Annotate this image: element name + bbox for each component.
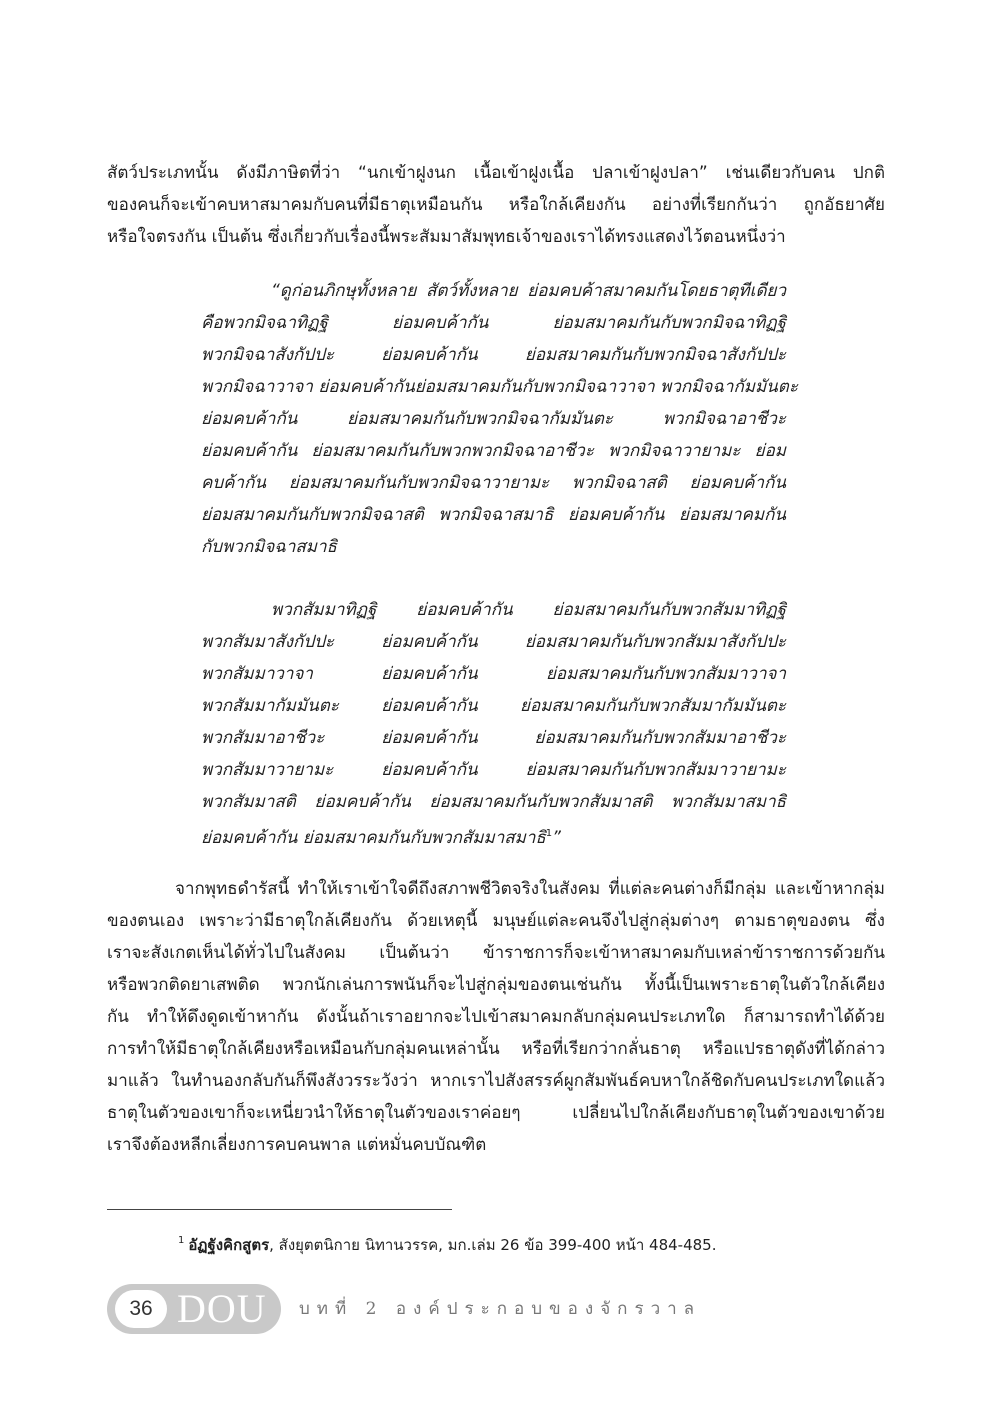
footnote-citation: , สังยุตตนิกาย นิทานวรรค, มก.เล่ม 26 ข้อ 399-400 หน้า 484-485. [269,1236,717,1254]
conclusion-line: กัน ทำให้ดึงดูดเข้าหากัน ดังนั้นถ้าเราอยากจะไปเข้าสมาคมกลับกลุ่มคนประเภทใด ก็สามารถทำได้ด้วย [107,1007,885,1027]
quote-line: พวกสัมมาสติ ย่อมคบค้ากัน ย่อมสมาคมกันกับพวกสัมมาสติ พวกสัมมาสมาธิ [201,792,786,812]
closing-quote-mark: ” [552,828,561,848]
quote-line: พวกมิจฉาวาจา ย่อมคบค้ากันย่อมสมาคมกันกับพวกมิจฉาวาจา พวกมิจฉากัมมันตะ [201,377,798,397]
footer-badge [107,1284,281,1334]
quote-line: ย่อมคบค้ากัน ย่อมสมาคมกันกับพวกมิจฉากัมมันตะ พวกมิจฉาอาชีวะ [201,409,786,429]
conclusion-line: ของตนเอง เพราะว่ามีธาตุใกล้เคียงกัน ด้วยเหตุนี้ มนุษย์แต่ละคนจึงไปสู่กลุ่มต่างๆ ตามธาตุของตน ซึ่ง [107,911,885,931]
conclusion-line: หรือพวกติดยาเสพติด พวกนักเล่นการพนันก็จะไปสู่กลุ่มของตนเช่นกัน ทั้งนี้เป็นเพราะธาตุในตัวใกล้เคียง [107,975,885,995]
dou-logo: DOU [177,1286,267,1331]
intro-line: หรือใจตรงกัน เป็นต้น ซึ่งเกี่ยวกับเรื่องนี้พระสัมมาสัมพุทธเจ้าของเราได้ทรงแสดงไว้ตอนหนึ่งว่า [107,227,786,247]
intro-line: สัตว์ประเภทนั้น ดังมีภาษิตที่ว่า “นกเข้าฝูงนก เนื้อเข้าฝูงเนื้อ ปลาเข้าฝูงปลา” เช่นเดียวกับคน ปกติ [107,163,885,183]
conclusion-paragraph [107,873,885,1161]
footnote-title: อัฏฐังคิกสูตร [188,1236,270,1254]
conclusion-line: การทำให้มีธาตุใกล้เคียงหรือเหมือนกับกลุ่มคนเหล่านั้น หรือที่เรียกว่ากลั่นธาตุ หรือแปรธาตุดังที่ได้กล่าว [107,1039,885,1059]
quote-line: พวกมิจฉาสังกัปปะ ย่อมคบค้ากัน ย่อมสมาคมกันกับพวกมิจฉาสังกัปปะ [201,345,786,365]
quote-line: “ดูก่อนภิกษุทั้งหลาย สัตว์ทั้งหลาย ย่อมคบค้าสมาคมกันโดยธาตุทีเดียว [271,281,786,301]
footnote-reference[interactable]: 1 [545,828,553,839]
page-number: 36 [115,1290,167,1328]
quote-line: พวกสัมมาวาจา ย่อมคบค้ากัน ย่อมสมาคมกันกับพวกสัมมาวาจา [201,664,786,684]
chapter-title: บทที่ 2 องค์ประกอบของจักรวาล [299,1299,702,1319]
conclusion-line: จากพุทธดำรัสนี้ ทำให้เราเข้าใจดีถึงสภาพชีวิตจริงในสังคม ที่แต่ละคนต่างก็มีกลุ่ม และเข้าหากลุ่ม [175,879,885,899]
quote-line: พวกสัมมาทิฏฐิ ย่อมคบค้ากัน ย่อมสมาคมกันกับพวกสัมมาทิฏฐิ [271,600,786,620]
intro-line: ของคนก็จะเข้าคบหาสมาคมกับคนที่มีธาตุเหมือนกัน หรือใกล้เคียงกัน อย่างที่เรียกกันว่า ถูกอัธยาศัย [107,195,885,215]
quote-line: คบค้ากัน ย่อมสมาคมกันกับพวกมิจฉาวายามะ พวกมิจฉาสติ ย่อมคบค้ากัน [201,473,786,493]
quote-line: กับพวกมิจฉาสมาธิ [201,537,337,557]
conclusion-line: ธาตุในตัวของเขาก็จะเหนี่ยวนำให้ธาตุในตัวของเราค่อยๆ เปลี่ยนไปใกล้เคียงกับธาตุในตัวของเขาด้วย [107,1103,885,1123]
intro-paragraph [107,157,885,253]
conclusion-line: มาแล้ว ในทำนองกลับกันก็พึงสังวรระวังว่า หากเราไปสังสรรค์ผูกสัมพันธ์คบหาใกล้ชิดกับคนประเภทใดแล้ว [107,1071,885,1091]
quote-line: ย่อมคบค้ากัน ย่อมสมาคมกันกับพวกพวกมิจฉาอาชีวะ พวกมิจฉาวายามะ ย่อม [201,441,786,461]
conclusion-line: เราจะสังเกตเห็นได้ทั่วไปในสังคม เป็นต้นว่า ข้าราชการก็จะเข้าหาสมาคมกับเหล่าข้าราชการด้วยกัน [107,943,885,963]
footnote [178,1230,716,1256]
quote-line: พวกสัมมาสังกัปปะ ย่อมคบค้ากัน ย่อมสมาคมกันกับพวกสัมมาสังกัปปะ [201,632,786,652]
conclusion-line: เราจึงต้องหลีกเลี่ยงการคบคนพาล แต่หมั่นคบบัณฑิต [107,1135,487,1155]
buddha-quote-part1 [201,275,798,563]
quote-line: พวกสัมมาอาชีวะ ย่อมคบค้ากัน ย่อมสมาคมกันกับพวกสัมมาอาชีวะ [201,728,786,748]
quote-line: ย่อมสมาคมกันกับพวกมิจฉาสติ พวกมิจฉาสมาธิ ย่อมคบค้ากัน ย่อมสมาคมกัน [201,505,786,525]
buddha-quote-part2 [201,594,786,850]
quote-line: พวกสัมมากัมมันตะ ย่อมคบค้ากัน ย่อมสมาคมกันกับพวกสัมมากัมมันตะ [201,696,786,716]
quote-line: พวกสัมมาวายามะ ย่อมคบค้ากัน ย่อมสมาคมกันกับพวกสัมมาวายามะ [201,760,786,780]
quote-last-line [201,818,786,850]
footnote-divider [107,1209,452,1210]
quote-last-line-text: ย่อมคบค้ากัน ย่อมสมาคมกันกับพวกสัมมาสมาธิ [201,828,546,848]
quote-line: คือพวกมิจฉาทิฏฐิ ย่อมคบค้ากัน ย่อมสมาคมกันกับพวกมิจฉาทิฏฐิ [201,313,786,333]
footnote-number: 1 [178,1235,185,1246]
